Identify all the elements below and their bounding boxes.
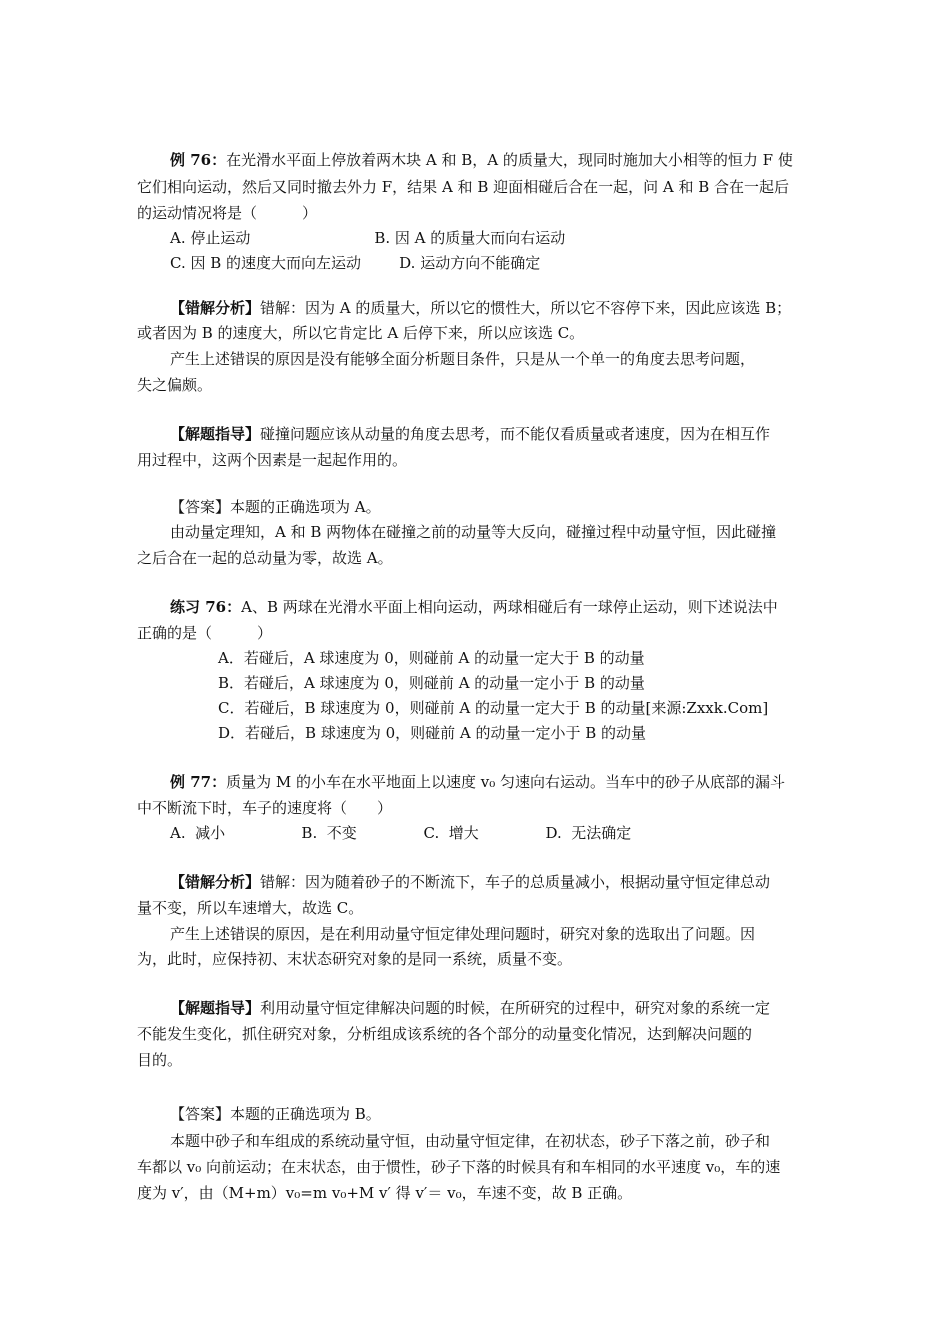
answer-77-line-3: 车都以 v₀ 向前运动；在末状态，由于惯性，砂子下落的时候具有和车相同的水平速度 v₀，车的速 (137, 1158, 781, 1176)
example-76-line-2: 它们相向运动，然后又同时撤去外力 F，结果 A 和 B 迎面相碰后合在一起，问 A 和 B 合在一起后 (137, 178, 790, 196)
error-analysis-77-line-2: 量不变，所以车速增大，故选 C。 (137, 899, 364, 917)
error-analysis-label: 【错解分析】 (170, 873, 261, 891)
error-analysis-label: 【错解分析】 (170, 299, 261, 317)
practice-76-option-c: C．若碰后，B 球速度为 0，则碰前 A 的动量一定大于 B 的动量[来源:Zxxk.Com] (218, 699, 769, 717)
example-76-line-1: 例 76：在光滑水平面上停放着两木块 A 和 B，A 的质量大，现同时施加大小相等的恒力 F 使 (170, 151, 793, 169)
practice-76-option-a: A．若碰后，A 球速度为 0，则碰前 A 的动量一定大于 B 的动量 (218, 649, 645, 667)
guidance-76-line-1: 【解题指导】碰撞问题应该从动量的角度去思考，而不能仅看质量或者速度，因为在相互作 (170, 425, 771, 443)
example-76-label: 例 76： (170, 151, 227, 169)
error-analysis-76-line-4: 失之偏颇。 (137, 376, 213, 394)
guidance-77-line-3: 目的。 (137, 1051, 183, 1069)
error-analysis-76-line-1: 【错解分析】错解：因为 A 的质量大，所以它的惯性大，所以它不容停下来，因此应该选 B； (170, 299, 792, 317)
practice-76-line-2: 正确的是（ ） (137, 624, 273, 642)
error-analysis-77-line-1: 【错解分析】错解：因为随着砂子的不断流下，车子的总质量减小，根据动量守恒定律总动 (170, 873, 771, 891)
answer-77-line-1: 【答案】本题的正确选项为 B。 (170, 1105, 381, 1123)
answer-76-line-2: 由动量定理知，A 和 B 两物体在碰撞之前的动量等大反向，碰撞过程中动量守恒，因此碰撞 (170, 523, 777, 541)
guidance-77-line-1: 【解题指导】利用动量守恒定律解决问题的时候，在所研究的过程中，研究对象的系统一定 (170, 999, 771, 1017)
practice-76-option-b: B．若碰后，A 球速度为 0，则碰前 A 的动量一定小于 B 的动量 (218, 674, 645, 692)
answer-77-line-4: 度为 v′，由（M+m）v₀=m v₀+M v′ 得 v′＝ v₀，车速不变，故 B 正确。 (137, 1184, 633, 1202)
practice-76-option-d: D．若碰后，B 球速度为 0，则碰前 A 的动量一定小于 B 的动量 (218, 724, 647, 742)
example-77-options: A. 减小 B. 不变 C. 增大 D. 无法确定 (170, 824, 632, 842)
error-analysis-76-line-3: 产生上述错误的原因是没有能够全面分析题目条件，只是从一个单一的角度去思考问题， (170, 350, 756, 368)
guidance-label: 【解题指导】 (170, 999, 261, 1017)
example-77-label: 例 77： (170, 773, 227, 791)
example-77-line-1: 例 77：质量为 M 的小车在水平地面上以速度 v₀ 匀速向右运动。当车中的砂子从底部的漏斗 (170, 773, 786, 791)
error-analysis-77-line-3: 产生上述错误的原因，是在利用动量守恒定律处理问题时，研究对象的选取出了问题。因 (170, 925, 756, 943)
answer-76-line-1: 【答案】本题的正确选项为 A。 (170, 498, 381, 516)
example-76-options-cd: C. 因 B 的速度大而向左运动 D. 运动方向不能确定 (170, 254, 541, 272)
error-analysis-77-line-4: 为，此时，应保持初、末状态研究对象的是同一系统，质量不变。 (137, 950, 573, 968)
example-76-line-3: 的运动情况将是（ ） (137, 204, 318, 222)
practice-76-label: 练习 76： (170, 598, 242, 616)
error-analysis-76-line-2: 或者因为 B 的速度大，所以它肯定比 A 后停下来，所以应该选 C。 (137, 324, 585, 342)
example-77-line-2: 中不断流下时，车子的速度将（ ） (137, 799, 393, 817)
guidance-77-line-2: 不能发生变化，抓住研究对象，分析组成该系统的各个部分的动量变化情况，达到解决问题的 (137, 1025, 753, 1043)
guidance-76-line-2: 用过程中，这两个因素是一起起作用的。 (137, 451, 408, 469)
answer-77-line-2: 本题中砂子和车组成的系统动量守恒，由动量守恒定律，在初状态，砂子下落之前，砂子和 (170, 1132, 771, 1150)
answer-76-line-3: 之后合在一起的总动量为零，故选 A。 (137, 549, 393, 567)
practice-76-line-1: 练习 76：A、B 两球在光滑水平面上相向运动，两球相碰后有一球停止运动，则下述说法中 (170, 598, 778, 616)
example-76-options-ab: A. 停止运动 B. 因 A 的质量大而向右运动 (170, 229, 566, 247)
guidance-label: 【解题指导】 (170, 425, 261, 443)
